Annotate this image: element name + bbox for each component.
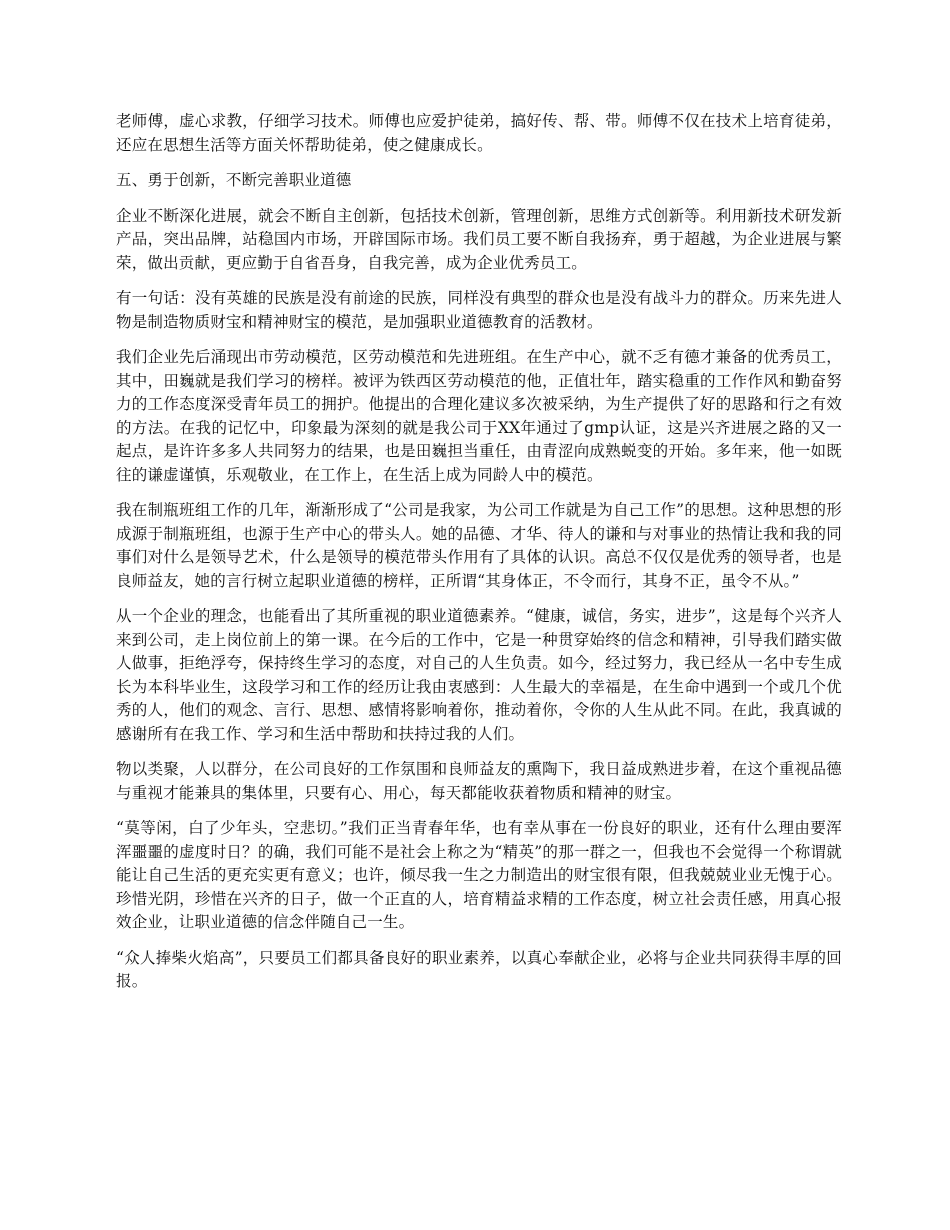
document-body xyxy=(116,110,842,1006)
paragraph: 老师傅，虚心求教，仔细学习技术。师傅也应爱护徒弟，搞好传、帮、带。师傅不仅在技术上培育徒弟，还应在思想生活等方面关怀帮助徒弟，使之健康成长。 xyxy=(116,112,842,154)
section-heading: 五、勇于创新，不断完善职业道德 xyxy=(116,171,352,189)
paragraph: 我们企业先后涌现出市劳动模范，区劳动模范和先进班组。在生产中心，就不乏有德才兼备的优秀员工，其中，田巍就是我们学习的榜样。被评为铁西区劳动模范的他，正值壮年，踏实稳重的工作作风和勤奋努力的工作态度深受青年员工的拥护。他提出的合理化建议多次被采纳，为生产提供了好的思路和行之有效的方法。在我的记忆中，印象最为深刻的就是我公司于XX年通过了gmp认证，这是兴齐进展之路的又一起点，是许许多多人共同努力的结果，也是田巍担当重任，由青涩向成熟蜕变的开始。多年来，他一如既往的谦虚谨慎，乐观敬业，在工作上，在生活上成为同龄人中的模范。 xyxy=(116,348,842,484)
paragraph: 物以类聚，人以群分，在公司良好的工作氛围和良师益友的熏陶下，我日益成熟进步着，在这个重视品德与重视才能兼具的集体里，只要有心、用心，每天都能收获着物质和精神的财宝。 xyxy=(116,760,842,802)
paragraph: 有一句话：没有英雄的民族是没有前途的民族，同样没有典型的群众也是没有战斗力的群众。历来先进人物是制造物质财宝和精神财宝的模范，是加强职业道德教育的活教材。 xyxy=(116,289,842,331)
paragraph: 企业不断深化进展，就会不断自主创新，包括技术创新，管理创新，思维方式创新等。利用新技术研发新产品，突出品牌，站稳国内市场，开辟国际市场。我们员工要不断自我扬弃，勇于超越，为企业进展与繁荣，做出贡献，更应勤于自省吾身，自我完善，成为企业优秀员工。 xyxy=(116,206,842,272)
paragraph: “莫等闲，白了少年头，空悲切。”我们正当青春年华，也有幸从事在一份良好的职业，还有什么理由要浑浑噩噩的虚度时日？的确，我们可能不是社会上称之为“精英”的那一群之一，但我也不会觉得一个称谓就能让自己生活的更充实更有意义；也许，倾尽我一生之力制造出的财宝很有限，但我兢兢业业无愧于心。珍惜光阴，珍惜在兴齐的日子，做一个正直的人，培育精益求精的工作态度，树立社会责任感，用真心报效企业，让职业道德的信念伴随自己一生。 xyxy=(116,819,842,931)
paragraph: 我在制瓶班组工作的几年，渐渐形成了“公司是我家，为公司工作就是为自己工作”的思想。这种思想的形成源于制瓶班组，也源于生产中心的带头人。她的品德、才华、待人的谦和与对事业的热情让我和我的同事们对什么是领导艺术，什么是领导的模范带头作用有了具体的认识。高总不仅仅是优秀的领导者，也是良师益友，她的言行树立起职业道德的榜样，正所谓“其身体正，不令而行，其身不正，虽令不从。” xyxy=(116,501,842,590)
paragraph: 从一个企业的理念，也能看出了其所重视的职业道德素养。“健康，诚信，务实，进步”，这是每个兴齐人来到公司，走上岗位前上的第一课。在今后的工作中，它是一种贯穿始终的信念和精神，引导我们踏实做人做事，拒绝浮夸，保持终生学习的态度，对自己的人生负责。如今，经过努力，我已经从一名中专生成长为本科毕业生，这段学习和工作的经历让我由衷感到：人生最大的幸福是，在生命中遇到一个或几个优秀的人，他们的观念、言行、思想、感情将影响着你，推动着你，令你的人生从此不同。在此，我真诚的感谢所有在我工作、学习和生活中帮助和扶持过我的人们。 xyxy=(116,607,842,743)
paragraph: “众人捧柴火焰高”，只要员工们都具备良好的职业素养，以真心奉献企业，必将与企业共同获得丰厚的回报。 xyxy=(116,948,842,990)
